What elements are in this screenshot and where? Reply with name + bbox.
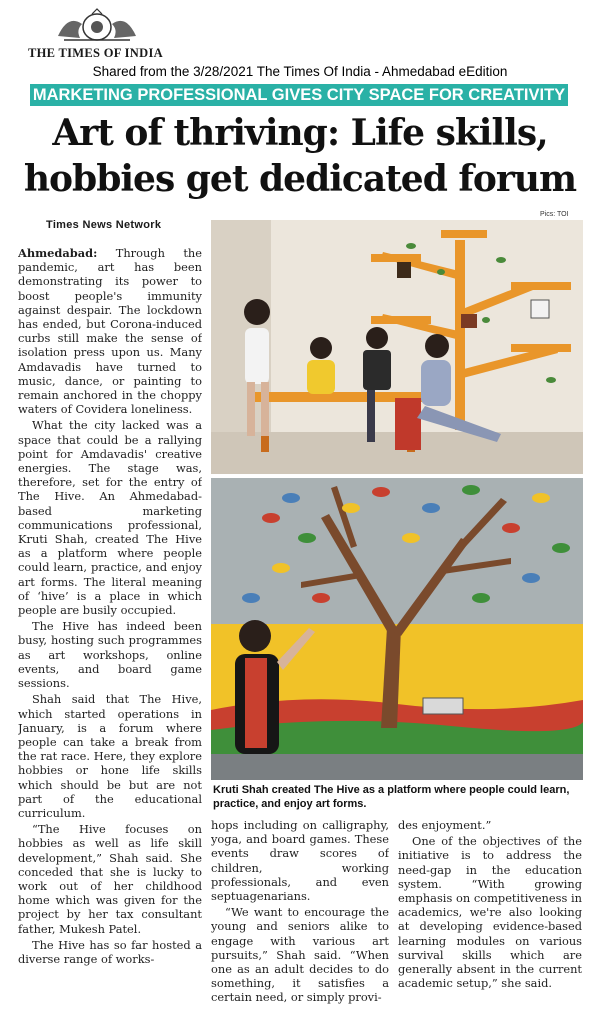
masthead-title: THE TIMES OF INDIA — [28, 46, 163, 60]
paragraph: The Hive has indeed been busy, hosting such programmes as art workshops, online events, and board game sessions. — [18, 619, 202, 691]
kicker-banner: MARKETING PROFESSIONAL GIVES CITY SPACE FOR CREATIVITY — [30, 84, 568, 106]
paragraph: hops including on calligraphy, yoga, and board games. These events draw scores of children, working professionals, and even septuagenarians. — [211, 818, 389, 904]
shared-from-line: Shared from the 3/28/2021 The Times Of India - Ahmedabad eEdition — [92, 64, 508, 79]
paragraph: The Hive has so far hosted a diverse range of works- — [18, 937, 202, 966]
emblem-logo — [54, 8, 140, 44]
paragraph-text: Through the pandemic, art has been demonstrating its power to boost people's immunity against despair. The lockdown has ended, but Corona-induced curbs still make the sense of isolation press upon us. Many Amdavadis have turned to music, dance, or painting to remain anchored in the choppy waters of Covidera loneliness. — [18, 246, 202, 417]
headline-line-2: hobbies get dedicated forum — [23, 158, 577, 200]
headline-line-1: Art of thriving: Life skills, — [52, 112, 548, 154]
dateline: Ahmedabad: — [18, 246, 98, 260]
masthead — [28, 8, 168, 64]
article-column-1 — [18, 246, 202, 1016]
byline: Times News Network — [46, 219, 162, 231]
article-column-2 — [211, 818, 389, 1016]
headline — [20, 110, 580, 202]
paragraph — [18, 246, 202, 416]
paragraph: “We want to encourage the young and seniors alike to engage with various art pursuits,” Shah said. “When one as an adult decides to do something, it satisfies a certain need, or simply provi- — [211, 905, 389, 1005]
photo-caption: Kruti Shah created The Hive as a platform where people could learn, practice, and enjoy art forms. — [213, 784, 570, 810]
paragraph: What the city lacked was a space that could be a rallying point for Amdavadis' creative energies. The stage was, therefore, set for the entry of The Hive. An Ahmedabad-based marketing communications professional, Kruti Shah, created The Hive as a platform where people could learn, practice, and enjoy art forms. The literal meaning of ‘hive’ is a place in which people are busily occupied. — [18, 418, 202, 618]
mosaic-image — [211, 478, 583, 780]
workshop-image — [211, 220, 583, 474]
photo-mosaic-wall — [211, 478, 583, 780]
paragraph: “The Hive focuses on hobbies as well as life skill development,” Shah said. She conceded that she is lucky to work out of her childhood home which was given for the project by her tax consultant father, Mukesh Patel. — [18, 822, 202, 936]
paragraph: Shah said that The Hive, which started operations in January, is a forum where people can take a break from the rat race. Here, they explore hobbies or hone life skills which should be but are not part of the educational curriculum. — [18, 692, 202, 820]
paragraph: One of the objectives of the initiative is to address the need-gap in the education system. “With growing emphasis on competitiveness in academics, we're also looking at developing evidence-based learning modules on various survival skills which are generally absent in the current academic setup,” she said. — [398, 834, 582, 991]
paragraph: des enjoyment.” — [398, 818, 492, 832]
photo-credit: Pics: TOI — [540, 211, 569, 218]
article-column-3 — [398, 818, 582, 1016]
photo-workshop — [211, 220, 583, 474]
